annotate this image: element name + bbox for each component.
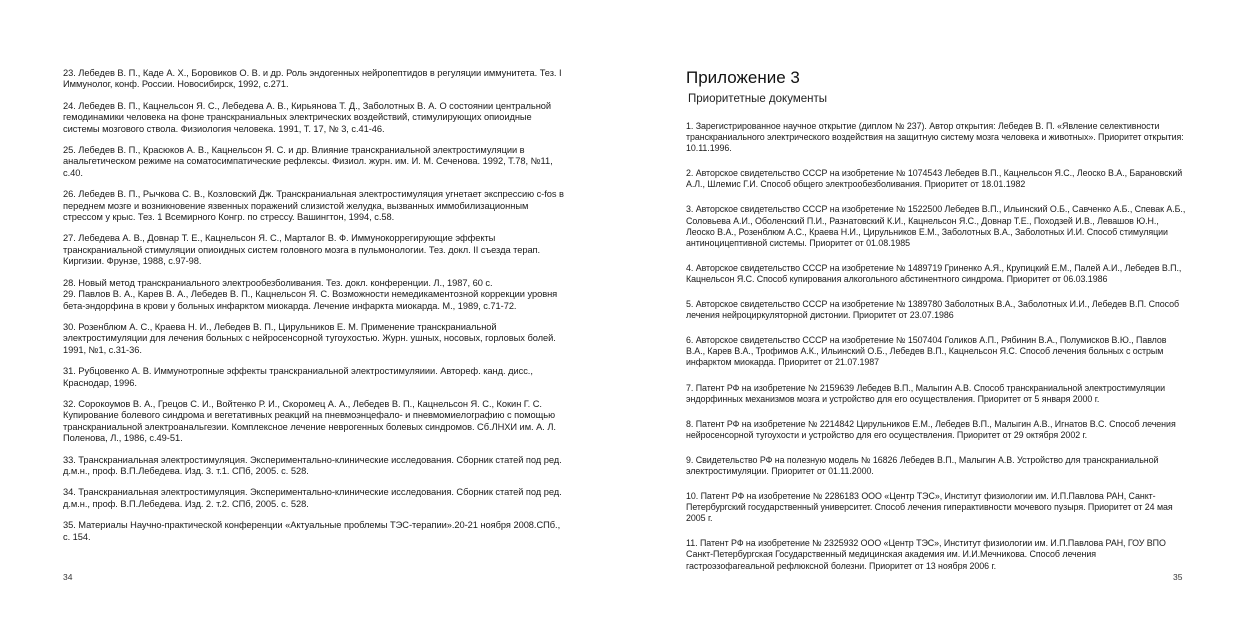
reference-item: 30. Розенблюм А. С., Краева Н. И., Лебедев В. П., Цирульников Е. М. Применение транскраниальной электростимуляции для лечения больных с нейросенсорной тугоухостью. Журн. ушных, носовых, горловых болей. 1991, №1, с.31-36. bbox=[63, 321, 556, 355]
reference-item: 35. Материалы Научно-практической конференции «Актуальные проблемы ТЭС-терапии».20-21 ноября 2008.СПб., с. 154. bbox=[63, 520, 561, 542]
reference-item: 26. Лебедев В. П., Рычкова С. В., Козловский Дж. Транскраниальная электростимуляция угнетает экспрессию c-fos в переднем мозге и возникновение язвенных поражений слизистой желудка, вызванных иммобилизационным стрессом у крыс. Тез. 1 Всемирного Конгр. по стрессу. Вашингтон, 1994, с.58. bbox=[63, 189, 564, 223]
reference-item: 34. Транскраниальная электростимуляция. Экспериментально-клинические исследования. Сборник статей под ред. д.м.н., проф. В.П.Лебедева. Изд. 2. т.2. СПб, 2005. с. 528. bbox=[63, 487, 562, 509]
reference-item: 29. Павлов В. А., Карев В. А., Лебедев В. П., Кацнельсон Я. С. Возможности немедикаментозной коррекции уровня бета-эндорфина в крови у больных инфарктом миокарда. Лечение инфаркта миокарда. М., 1989, с.71-72. bbox=[63, 289, 558, 311]
appendix-subtitle: Приоритетные документы bbox=[688, 93, 827, 105]
right-page bbox=[624, 0, 1248, 624]
appendix-section bbox=[686, 68, 1186, 586]
priority-document-item: 11. Патент РФ на изобретение № 2325932 ООО «Центр ТЭС», Институт физиологии им. И.П.Павлова РАН, ГОУ ВПО Санкт-Петербургская Государственный медицинская академия им. И.И.Мечникова. Способ лечения гастроэзофагеальной рефлюксной болезни. Приоритет от 13 ноября 2006 г. bbox=[686, 538, 1166, 571]
priority-document-item: 6. Авторское свидетельство СССР на изобретение № 1507404 Голиков А.П., Рябинин В.А., Полумисков В.Ю., Павлов В.А., Карев В.А., Трофимов А.К., Ильинский О.Б., Лебедев В.П., Кацнельсон Я.С. Способ лечения больных с острым инфарктом миокарда. Приоритет от 21.07.1987 bbox=[686, 335, 1167, 368]
reference-item: 31. Рубцовенко А. В. Иммунотропные эффекты транскраниальной электростимуляиии. Автореф. канд. дисс., Краснодар, 1996. bbox=[63, 366, 533, 388]
priority-document-item: 7. Патент РФ на изобретение № 2159639 Лебедев В.П., Малыгин А.В. Способ транскраниальной электростимуляции эндорфинных механизмов мозга и устройство для его осуществления. Приоритет от 5 января 2000 г. bbox=[686, 382, 1165, 404]
page-number: 35 bbox=[1173, 572, 1183, 582]
reference-item: 33. Транскраниальная электростимуляция. Экспериментально-клинические исследования. Сборник статей под ред. д.м.н., проф. В.П.Лебедева. Изд. 3. т.1. СПб, 2005. с. 528. bbox=[63, 454, 562, 476]
priority-document-item: 1. Зарегистрированное научное открытие (диплом № 237). Автор открытия: Лебедев В. П. «Явление селективности транскраниального электрического воздействия на защитную систему мозга человека и животных». Приоритет открытия: 10.11.1996. bbox=[686, 121, 1184, 154]
appendix-title: Приложение 3 bbox=[686, 68, 800, 87]
priority-document-item: 2. Авторское свидетельство СССР на изобретение № 1074543 Лебедев В.П., Кацнельсон Я.С., Леоско В.А., Барановский А.Л., Шлемис Г.И. Способ общего электрообезболивания. Приоритет от 18.01.1982 bbox=[686, 168, 1183, 190]
priority-document-item: 8. Патент РФ на изобретение № 2214842 Цирульников Е.М., Лебедев В.П., Малыгин А.В., Игнатов В.С. Способ лечения нейросенсорной тугоухости и устройство для его осуществления. Приоритет от 29 октября 2002 г. bbox=[686, 418, 1176, 440]
reference-item: 24. Лебедев В. П., Кацнельсон Я. С., Лебедева А. В., Кирьянова Т. Д., Заболотных В. А. О состоянии центральной гемодинамики человека на фоне транскраниальных электрических воздействий, стимулирующих опиоидные системы мозгового ствола. Физиология человека. 1991, Т. 17, № 3, с.41-46. bbox=[63, 100, 552, 134]
reference-item: 28. Новый метод транскраниального электрообезболивания. Тез. докл. конференции. Л., 1987, 60 с. bbox=[63, 277, 493, 288]
priority-document-item: 3. Авторское свидетельство СССР на изобретение № 1522500 Лебедев В.П., Ильинский О.Б., Савченко А.Б., Спевак А.Б., Соловьева А.И., Оболенский П.И., Разнатовский К.И., Кацнельсон Я.С., Довнар Т.Е., Походзей И.В., Левашов Ю.Н., Леоско В.А., Розенблюм А.С., Краева Н.И., Цирульников Е.М., Заболотных В.А., Заболотных И.И. Способ стимуляции антиноцицептивной системы. Приоритет от 01.08.1985 bbox=[686, 204, 1186, 248]
reference-item: 23. Лебедев В. П., Каде А. Х., Боровиков О. В. и др. Роль эндогенных нейропептидов в регуляции иммунитета. Тез. I Иммунолог, конф. России. Новосибирск, 1992, с.271. bbox=[63, 68, 562, 90]
priority-document-item: 4. Авторское свидетельство СССР на изобретение № 1489719 Гриненко А.Я., Крупицкий Е.М., Палей А.И., Лебедев В.П., Кацнельсон Я.С. Способ купирования алкогольного абстинентного синдрома. Приоритет от 06.03.1986 bbox=[686, 262, 1182, 284]
priority-document-item: 10. Патент РФ на изобретение № 2286183 ООО «Центр ТЭС», Институт физиологии им. И.П.Павлова РАН, Санкт-Петербургский государственный университет. Способ лечения гиперактивности мочевого пузыря. Приоритет от 24 мая 2005 г. bbox=[686, 491, 1173, 524]
priority-document-item: 9. Свидетельство РФ на полезную модель № 16826 Лебедев В.П., Малыгин А.В. Устройство для транскраниальной электростимуляции. Приоритет от 01.11.2000. bbox=[686, 454, 1159, 476]
reference-item: 25. Лебедев В. П., Красюков А. В., Кацнельсон Я. С. и др. Влияние транскраниальной электростимуляции в анальгетическом режиме на соматосимпатические рефлексы. Физиол. журн. им. И. М. Сеченова. 1992, Т.78, №11, с.40. bbox=[63, 145, 553, 178]
page-number: 34 bbox=[63, 572, 73, 582]
reference-item: 32. Сорокоумов В. А., Грецов С. И., Войтенко Р. И., Скоромец А. А., Лебедев В. П., Кацнельсон Я. С., Кокин Г. С. Купирование болевого синдрома и вегетативных реакций на пневмоэнцефало- и пневмомиелографию с помощью транскраниальной электроанальгезии. Комплексное лечение неврогенных болевых синдромов. Сб.ЛНХИ им. А. Л. Поленова, Л., 1986, с.49-51. bbox=[63, 398, 556, 444]
priority-document-item: 5. Авторское свидетельство СССР на изобретение № 1389780 Заболотных В.А., Заболотных И.И., Лебедев В.П. Способ лечения нейроциркуляторной дистонии. Приоритет от 23.07.1986 bbox=[686, 299, 1180, 321]
reference-list bbox=[63, 68, 569, 553]
reference-item: 27. Лебедева А. В., Довнар Т. Е., Кацнельсон Я. С., Марталог В. Ф. Иммунокоррегирующие эффекты транскраниальной стимуляции опиоидных систем головного мозга в пульмонологии. Тез. докл. II съезда терап. Киргизии. Фрунзе, 1988, с.97-98. bbox=[63, 233, 541, 267]
